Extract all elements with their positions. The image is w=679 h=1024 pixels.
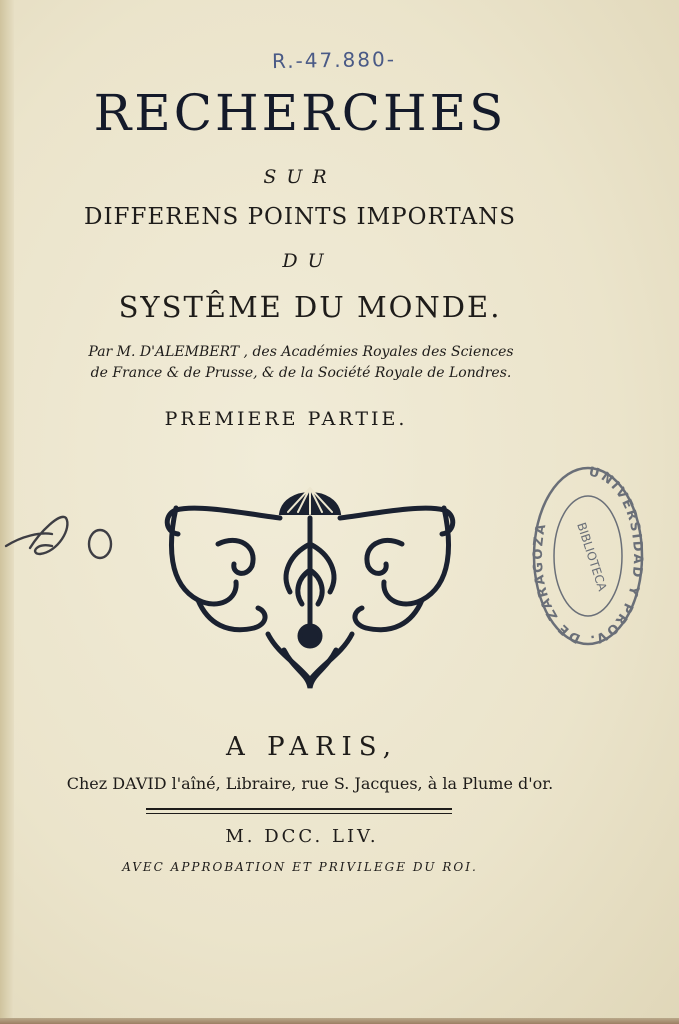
book-title: RECHERCHES — [93, 84, 507, 142]
author-line-2: de France & de Prusse, & de la Société Royale de Londres. — [90, 365, 512, 381]
title-connector-sur: SUR — [263, 166, 337, 188]
part-label: PREMIERE PARTIE. — [164, 408, 408, 430]
title-connector-du: DU — [282, 250, 334, 272]
imprint-rule-thin — [146, 813, 452, 814]
printers-ornament-icon — [158, 474, 462, 696]
library-stamp-icon — [530, 458, 646, 648]
pencil-mark-icon — [0, 502, 130, 572]
subtitle-line-1: DIFFERENS POINTS IMPORTANS — [84, 204, 516, 230]
author-statement — [36, 342, 566, 384]
page-bottom-edge — [0, 1018, 679, 1024]
imprint-publisher: Chez DAVID l'aîné, Libraire, rue S. Jacques, à la Plume d'or. — [66, 774, 554, 793]
stamp-inner-text: BIBLIOTECA — [574, 520, 610, 593]
stamp-outer-text: UNIVERSIDAD Y PROV. DE ZARAGOZA — [530, 464, 646, 648]
handwritten-shelfmark: R.-47.880- — [271, 46, 397, 74]
imprint-city: A PARIS, — [226, 732, 398, 762]
privilege-statement: AVEC APPROBATION ET PRIVILEGE DU ROI. — [122, 860, 478, 874]
imprint-year: M. DCC. LIV. — [225, 826, 379, 847]
subtitle-line-2: SYSTÊME DU MONDE. — [118, 290, 502, 324]
author-line-1: Par M. D'ALEMBERT , des Académies Royales des Sciences — [88, 344, 514, 360]
imprint-rule-thick — [146, 808, 452, 810]
